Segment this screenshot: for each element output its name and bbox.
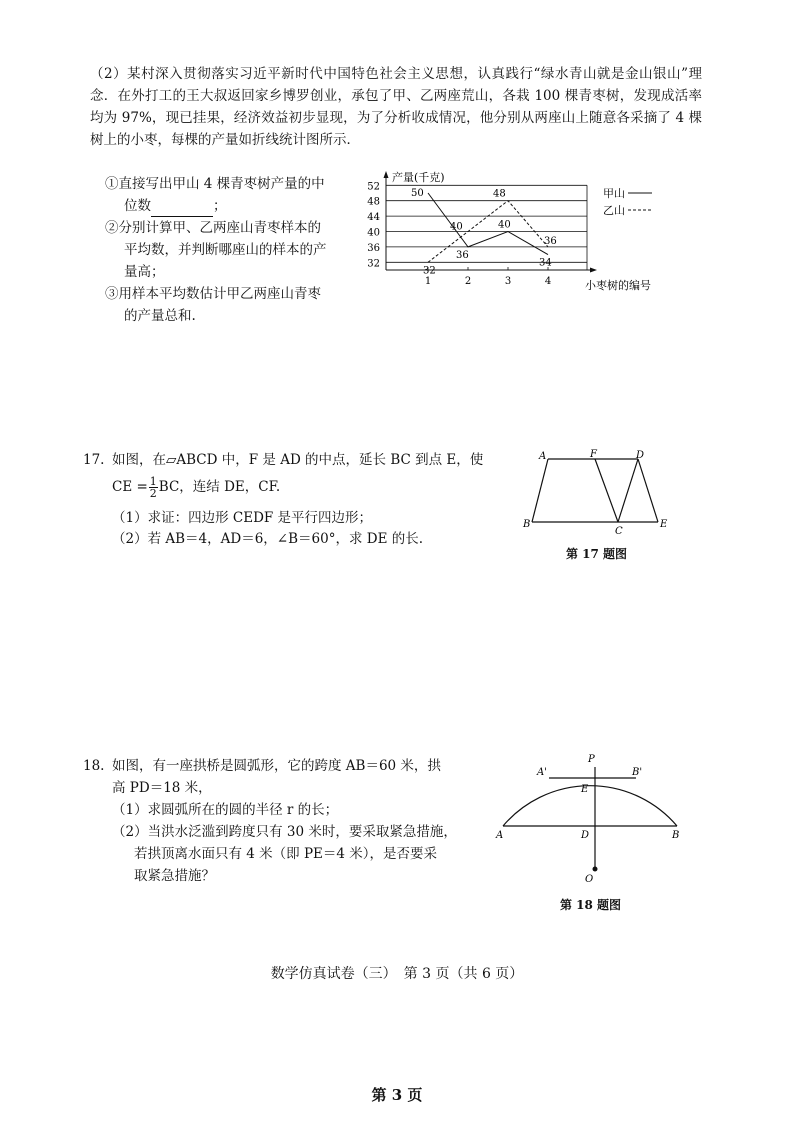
q17-figure-caption: 第 17 题图 <box>566 547 628 561</box>
bridge-arc <box>503 786 677 826</box>
data-label-jia-4: 34 <box>539 257 552 269</box>
q17-line2-pre: CE = <box>112 479 148 495</box>
data-label-jia-1: 50 <box>411 188 424 199</box>
data-label-jia-3: 40 <box>498 219 511 231</box>
data-label-jia-2: 36 <box>456 249 469 261</box>
q17-figure <box>515 445 680 545</box>
x-tick-4: 4 <box>544 276 552 287</box>
segment-AB <box>532 459 548 522</box>
fraction-one-half <box>149 476 158 499</box>
label-F: F <box>590 449 597 460</box>
center-point-O <box>593 867 598 872</box>
y-tick-36: 36 <box>367 242 380 254</box>
q18-part2-line1: （2）当洪水泛滥到跨度只有 30 米时，要采取紧急措施， <box>112 824 457 840</box>
label-D: D <box>581 830 590 841</box>
q18-line1: 如图，有一座拱桥是圆弧形，它的跨度 AB＝60 米，拱 <box>112 758 441 774</box>
q18-figure <box>490 750 690 890</box>
q16-sub3-line1: ③用样本平均数估计甲乙两座山青枣 <box>105 286 321 302</box>
data-label-yi-4: 36 <box>544 235 557 247</box>
label-A: A <box>496 830 504 841</box>
q16-intro: （2）某村深入贯彻落实习近平新时代中国特色社会主义思想，认真践行“绿水青山就是金山银山”理念．在外打工的王大叔返回家乡博罗创业，承包了甲、乙两座荒山，各栽 100 棵青枣树，发现成活率均为 97%，现已挂果，经济效益初步显现，为了分析收成情况，他分别从两座山上随意各采摘了 4 棵树上的小枣，每棵的产量如折线统计图所示． <box>90 66 702 148</box>
q17-line2-post: BC，连结 DE，CF. <box>158 479 281 495</box>
q18-part2-line2: 若拱顶离水面只有 4 米（即 PE＝4 米），是否要采 <box>134 846 438 862</box>
q16-sub1-line1: ①直接写出甲山 4 棵青枣树产量的中 <box>105 176 325 192</box>
label-B: B <box>672 830 680 841</box>
label-A-prime: A' <box>537 767 547 778</box>
label-E: E <box>581 784 589 795</box>
y-tick-48: 48 <box>367 196 380 208</box>
label-A: A <box>539 451 547 462</box>
y-axis-label: 产量(千克) <box>392 171 445 184</box>
answer-blank <box>151 202 213 217</box>
data-label-yi-3: 48 <box>493 188 506 200</box>
page-footer: 数学仿真试卷（三） 第 3 页（共 6 页） <box>270 966 524 982</box>
label-D: D <box>636 450 645 461</box>
q16-sub1-end: ； <box>213 198 227 214</box>
label-O: O <box>585 874 594 885</box>
q16-sub1-line2 <box>124 195 227 217</box>
q18-part2-line3: 取紧急措施？ <box>134 868 215 884</box>
chart-legend <box>603 187 652 217</box>
y-tick-40: 40 <box>367 227 380 239</box>
y-tick-32: 32 <box>367 258 380 270</box>
x-tick-1: 1 <box>424 276 432 287</box>
q17-part2: （2）若 AB＝4，AD＝6，∠B＝60°，求 DE 的长. <box>112 531 424 547</box>
chart-series <box>428 193 548 262</box>
segment-FC <box>595 459 618 522</box>
q16-sub2-line1: ②分别计算甲、乙两座山青枣样本的 <box>105 220 321 236</box>
chart-axes <box>384 171 598 273</box>
q16-sub3-line2: 的产量总和. <box>124 308 196 324</box>
x-axis-arrow <box>590 268 597 273</box>
y-axis-arrow <box>384 171 389 178</box>
data-label-yi-2: 40 <box>450 221 463 233</box>
page-number: 第 3 页 <box>371 1086 423 1104</box>
q18-number: 18. <box>83 758 105 774</box>
q16-sub1-label: 位数 <box>124 198 151 214</box>
label-B: B <box>523 519 531 530</box>
q18-figure-caption: 第 18 题图 <box>560 898 622 912</box>
label-P: P <box>588 754 595 765</box>
y-tick-labels <box>367 181 380 269</box>
q17-line2 <box>112 476 280 499</box>
legend-label-jia: 甲山 <box>603 187 625 200</box>
y-tick-52: 52 <box>367 181 380 193</box>
q17-number: 17. <box>83 452 105 468</box>
yield-line-chart <box>355 165 695 300</box>
y-tick-44: 44 <box>367 212 380 224</box>
label-C: C <box>615 526 623 537</box>
q16-sub2-line2: 平均数，并判断哪座山的样本的产 <box>124 242 327 258</box>
q17-part1: （1）求证：四边形 CEDF 是平行四边形； <box>112 510 373 526</box>
q16-sub2-line3: 量高； <box>124 264 165 280</box>
x-tick-3: 3 <box>504 276 512 287</box>
x-tick-2: 2 <box>464 276 472 287</box>
segment-DE <box>638 459 658 522</box>
q17-line1: 如图，在▱ABCD 中，F 是 AD 的中点，延长 BC 到点 E，使 <box>112 452 484 468</box>
segment-DC <box>618 459 638 522</box>
x-axis-label: 小枣树的编号 <box>585 279 651 292</box>
data-label-yi-1: 32 <box>423 265 436 277</box>
series-line-jia <box>428 193 548 255</box>
fraction-denominator: 2 <box>149 487 157 500</box>
label-E: E <box>660 519 668 530</box>
fraction-numerator: 1 <box>149 475 157 488</box>
q18-line2: 高 PD＝18 米， <box>112 780 212 796</box>
label-B-prime: B' <box>632 767 643 778</box>
q18-part1: （1）求圆弧所在的圆的半径 r 的长； <box>112 802 339 818</box>
legend-label-yi: 乙山 <box>603 204 625 217</box>
